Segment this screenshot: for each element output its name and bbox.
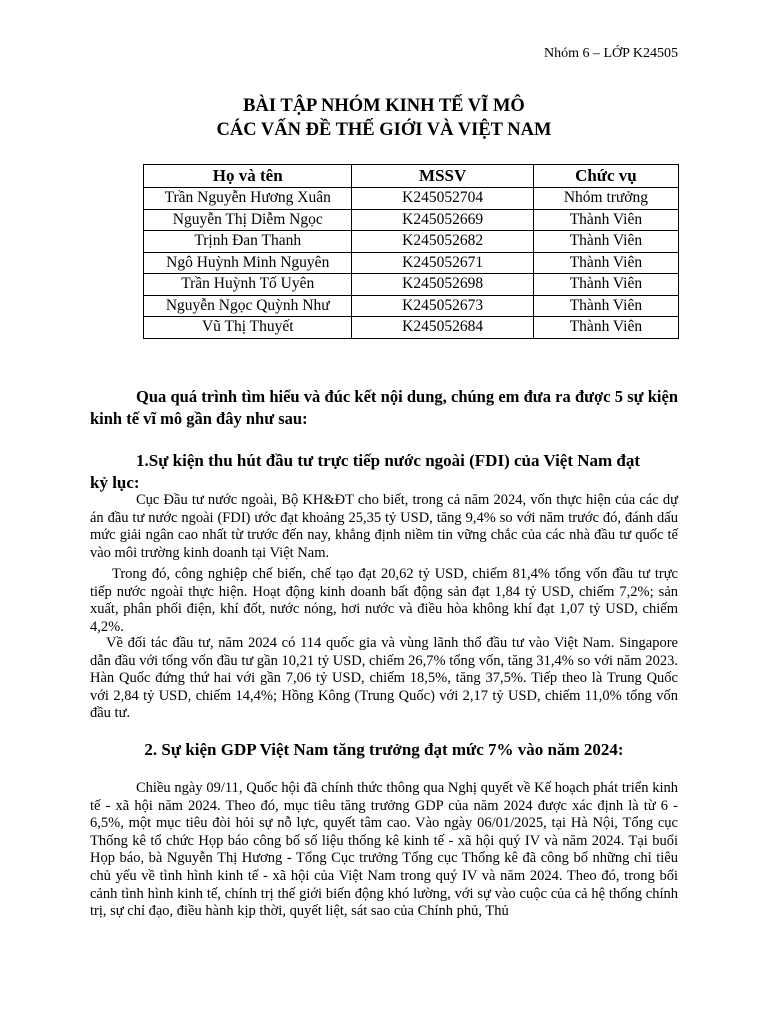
section-1-paragraph-2: Trong đó, công nghiệp chế biến, chế tạo đạt 20,62 tỷ USD, chiếm 81,4% tổng vốn đầu tư trực tiếp nước ngoài thực hiện. Hoạt động kinh doanh bất động sản đạt 1,84 tỷ USD, chiếm 7,2%; sản xuất, phân phối điện, khí đốt, nước nóng, hơi nước và điều hòa không khí đạt 1,07 tỷ USD, chiếm 4,2%. bbox=[90, 566, 678, 635]
table-row bbox=[144, 317, 679, 339]
column-header-mssv: MSSV bbox=[352, 165, 533, 188]
column-header-role: Chức vụ bbox=[533, 165, 678, 188]
member-mssv: K245052698 bbox=[352, 274, 533, 296]
table-row bbox=[144, 252, 679, 274]
section-2-heading: 2. Sự kiện GDP Việt Nam tăng trưởng đạt mức 7% vào năm 2024: bbox=[144, 740, 624, 759]
member-name: Trần Huỳnh Tố Uyên bbox=[144, 274, 352, 296]
member-name: Ngô Huỳnh Minh Nguyên bbox=[144, 252, 352, 274]
member-mssv: K245052684 bbox=[352, 317, 533, 339]
table-row bbox=[144, 209, 679, 231]
title-line-1: BÀI TẬP NHÓM KINH TẾ VĨ MÔ bbox=[243, 96, 525, 116]
member-name: Trần Nguyễn Hương Xuân bbox=[144, 188, 352, 210]
members-table-header-row bbox=[144, 165, 679, 188]
member-name: Nguyễn Ngọc Quỳnh Như bbox=[144, 295, 352, 317]
member-mssv: K245052682 bbox=[352, 231, 533, 253]
member-mssv: K245052671 bbox=[352, 252, 533, 274]
table-row bbox=[144, 295, 679, 317]
section-1-paragraph-3: Về đối tác đầu tư, năm 2024 có 114 quốc gia và vùng lãnh thổ đầu tư vào Việt Nam. Singapore dẫn đầu với tổng vốn đầu tư gần 10,21 tỷ USD, chiếm 26,7% tổng vốn, tăng 31,4% so với năm 2023. Hàn Quốc đứng thứ hai với gần 7,06 tỷ USD, chiếm 18,5%, tăng 37,5%. Tiếp theo là Trung Quốc với 2,84 tỷ USD, chiếm 14,4%; Hồng Kông (Trung Quốc) với 2,17 tỷ USD, chiếm 11,0% tổng vốn đầu tư. bbox=[90, 635, 678, 722]
member-mssv: K245052673 bbox=[352, 295, 533, 317]
table-row bbox=[144, 274, 679, 296]
member-role: Thành Viên bbox=[533, 274, 678, 296]
intro-paragraph: Qua quá trình tìm hiểu và đúc kết nội dung, chúng em đưa ra được 5 sự kiện kinh tế vĩ mô gần đây như sau: bbox=[90, 387, 678, 428]
member-name: Trịnh Đan Thanh bbox=[144, 231, 352, 253]
column-header-name: Họ và tên bbox=[144, 165, 352, 188]
section-1-heading bbox=[90, 450, 678, 494]
table-row bbox=[144, 188, 679, 210]
member-mssv: K245052669 bbox=[352, 209, 533, 231]
member-name: Nguyễn Thị Diễm Ngọc bbox=[144, 209, 352, 231]
group-header: Nhóm 6 – LỚP K24505 bbox=[543, 46, 678, 61]
section-1-heading-line-1: 1.Sự kiện thu hút đầu tư trực tiếp nước ngoài (FDI) của Việt Nam đạt bbox=[136, 451, 641, 470]
section-2-paragraph-1: Chiều ngày 09/11, Quốc hội đã chính thức thông qua Nghị quyết về Kế hoạch phát triển kinh tế - xã hội năm 2024. Theo đó, mục tiêu tăng trưởng GDP của năm 2024 được xác định là từ 6 - 6,5%, một mục tiêu đòi hỏi sự nỗ lực, quyết tâm cao. Vào ngày 06/01/2025, tại Hà Nội, Tổng cục Thống kê tổ chức Họp báo công bố số liệu thống kê kinh tế - xã hội quý IV và năm 2024. Tại buổi Họp báo, bà Nguyễn Thị Hương - Tổng Cục trưởng Tổng cục Thống kê đã công bố những chỉ tiêu chủ yếu về tình hình kinh tế - xã hội của Việt Nam trong quý IV và năm 2024. Theo đó, trong bối cảnh tình hình kinh tế, chính trị thế giới biến động khó lường, với sự vào cuộc của cả hệ thống chính trị, sự chỉ đạo, điều hành kịp thời, quyết liệt, sát sao của Chính phủ, Thủ bbox=[90, 780, 678, 920]
document-title bbox=[0, 94, 768, 142]
member-mssv: K245052704 bbox=[352, 188, 533, 210]
member-role: Thành Viên bbox=[533, 252, 678, 274]
member-name: Vũ Thị Thuyết bbox=[144, 317, 352, 339]
member-role: Nhóm trưởng bbox=[533, 188, 678, 210]
table-row bbox=[144, 231, 679, 253]
title-line-2: CÁC VẤN ĐỀ THẾ GIỚI VÀ VIỆT NAM bbox=[216, 120, 552, 140]
member-role: Thành Viên bbox=[533, 209, 678, 231]
section-1-heading-line-2: kỷ lục: bbox=[90, 473, 140, 492]
member-role: Thành Viên bbox=[533, 295, 678, 317]
members-table bbox=[143, 164, 679, 339]
member-role: Thành Viên bbox=[533, 231, 678, 253]
section-1-paragraph-1: Cục Đầu tư nước ngoài, Bộ KH&ĐT cho biết, trong cả năm 2024, vốn thực hiện của các dự án đầu tư nước ngoài (FDI) ước đạt khoảng 25,35 tỷ USD, tăng 9,4% so với năm trước đó, đánh dấu mức giải ngân cao nhất từ trước đến nay, khẳng định niềm tin vững chắc của các nhà đầu tư quốc tế vào môi trường kinh doanh tại Việt Nam. bbox=[90, 492, 678, 561]
member-role: Thành Viên bbox=[533, 317, 678, 339]
